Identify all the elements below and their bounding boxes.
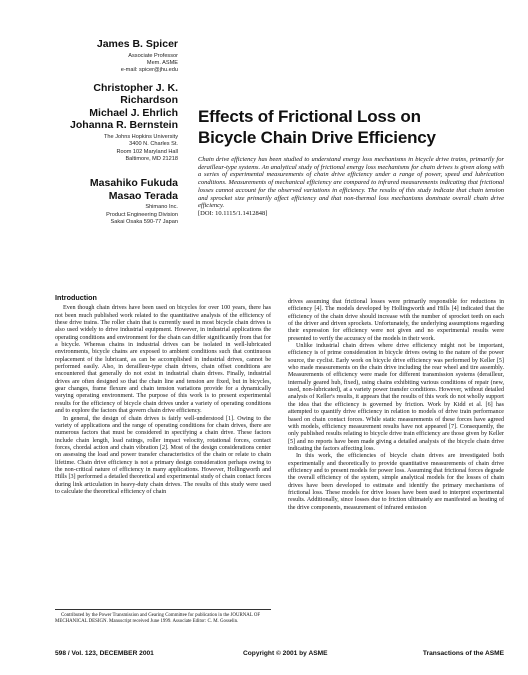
right-column — [288, 299, 504, 512]
author-name: Christopher J. K. — [93, 81, 178, 94]
paragraph: Unlike industrial chain drives where drive efficiency might not be important, efficiency is of prime consideration in bicycle drives owing to the nature of the power source, the cyclist. Early work on bicycle drive efficiency was performed by Keller [5] who made measurements on the chain drive including the rear wheel and tire assembly. Measurements of efficiency were made for different transmission systems (derailleur, internally geared hub, fixed), using chains exhibiting various conditions of repair (new, used, non-lubricated), at a variety power transfer conditions. However, without detailed analysis of Keller's results, it appears that the results of this work do not wholly support the idea that the efficiency is governed by friction. Work by Kidd et al. [6] has attempted to quantify drive efficiency in relation to models of drive train performance based on chain contact forces. While static measurements of these forces have agreed with models, efficiency measurement results have not appeared [7]. Consequently, the only published results relating to bicycle drive train efficiency are those given by Keller [5] and no reports have been made giving a detailed analysis of the bicycle chain drive indicating the factors affecting loss. — [288, 343, 504, 452]
author-affiliation: 3400 N. Charles St. — [129, 141, 178, 148]
paper-title — [198, 106, 498, 148]
author-affiliation: Product Engineering Division — [106, 211, 178, 218]
author-name: Johanna R. Bernstein — [70, 119, 178, 132]
author-group — [60, 82, 178, 164]
title-line-2: Bicycle Chain Drive Efficiency — [198, 128, 436, 147]
paragraph: Even though chain drives have been used on bicycles for over 100 years, there has not been much published work related to the quantitative analysis of the efficiency of these drive trains. The roller chain that is currently used in most bicycle chain drives is also used widely to drive industrial equipment. However, in industrial applications the operating conditions and environment for the chain can differ significantly from that for a bicycle. Whereas chains in industrial drives can be isolated in well-lubricated environments, bicycle chains are exposed to ambient conditions such that continuous replacement of the lubricant, as can be accomplished in industrial drives, cannot be performed easily. Also, in derailleur-type chain drives, chain offset conditions are encountered that generally do not exist in industrial chain drives. Finally, industrial drives are often designed so that the chain line and tension are fixed, but in bicycles, gear changes, frame flexure and chain tension variations provide for a dynamically varying operating environment. The purpose of this work is to present experimental results for the efficiency of bicycle chain drives under a variety of operating conditions and to explore the factors that govern chain drive efficiency. — [55, 305, 271, 415]
author-group — [60, 177, 178, 226]
section-heading-introduction: Introduction — [55, 293, 97, 302]
left-column — [55, 294, 271, 496]
doi: [DOI: 10.1115/1.1412848] — [198, 209, 268, 217]
paragraph: In this work, the efficiencies of bicycle chain drives are investigated both experimentally and theoretically to provide quantitative measurements of chain drive efficiency and to present models for power loss. Assuming that frictional forces degrade the overall efficiency of the system, simple analytical models for the losses of chain drives have been developed to estimate and identify the primary mechanisms of frictional loss. These models for drive losses have been used to interpret experimental results. Additionally, since losses due to friction ultimately are manifested as heating of the drive components, measurement of infrared emission — [288, 453, 504, 511]
author-affiliation: Associate Professor — [128, 52, 178, 59]
author-affiliation: Sakai Osaka 590-77 Japan — [110, 219, 178, 226]
author-name: Michael J. Ehrlich — [89, 106, 178, 119]
footer-copyright: Copyright © 2001 by ASME — [243, 650, 328, 657]
paragraph: In general, the design of chain drives is fairly well-understood [1]. Owing to the variety of applications and the range of operating conditions for chain drives, there are numerous factors that must be considered in specifying a chain drive. These factors include chain length, load ratings, roller impact velocity, rotational forces, contact forces, chordal action and chain vibration [2]. Most of the design considerations center on assessing the load and power transfer characteristics of the chain or relate to chain lifetime. Chain drive efficiency is not a primary design consideration perhaps owing to the non-critical nature of efficiency in many applications. However, Hollingworth and Hills [3] performed a detailed theoretical and experimental study of chain contact forces during link articulation in heavy-duty chain drives. The results of this study were used to calculate the theoretical efficiency of chain — [55, 415, 271, 495]
author-block — [60, 38, 178, 232]
author-affiliation: The Johns Hopkins University — [104, 133, 178, 140]
author-name: James B. Spicer — [96, 38, 178, 50]
author-affiliation: Baltimore, MD 21218 — [125, 155, 178, 162]
paragraph: drives assuming that frictional losses were primarily responsible for reductions in efficiency [4]. The models developed by Hollingworth and Hills [4] indicated that the efficiency of the chain drive should increase with the number of sprocket teeth on each of the driver and driven sprockets. Unfortunately, the underlying assumptions regarding their expression for efficiency were not given and no experimental results were presented to verify the accuracy of the models in their work. — [288, 299, 504, 342]
footer-page-info: 598 / Vol. 123, DECEMBER 2001 — [55, 650, 154, 657]
author-affiliation: e-mail: spicer@jhu.edu — [120, 67, 178, 74]
abstract — [198, 156, 504, 218]
author-name: Masao Terada — [108, 189, 178, 202]
author-affiliation: Room 102 Maryland Hall — [116, 148, 178, 155]
author-name: Masahiko Fukuda — [89, 177, 178, 190]
author-affiliation: Shimano Inc. — [145, 204, 178, 211]
abstract-text: Chain drive efficiency has been studied to understand energy loss mechanisms in bicycle drive trains, primarily for derailleur-type systems. An analytical study of frictional energy loss mechanisms for chain drives is given along with a series of experimental measurements of chain drive efficiency under a range of power, speed and lubrication conditions. Measurements of mechanical efficiency are compared to infrared measurements indicating that frictional losses cannot account for the observed variations in efficiency. The results of this study indicate that chain tension and sprocket size primarily affect efficiency and that non-thermal loss mechanisms dominate overall chain drive efficiency. — [198, 156, 504, 210]
author-name: Richardson — [120, 94, 178, 107]
author-affiliation: Mem. ASME — [146, 59, 178, 66]
footer-journal: Transactions of the ASME — [422, 650, 504, 657]
author-group — [60, 38, 178, 75]
footnote-text: Contributed by the Power Transmission and Gearing Committee for publication in the JOURNAL OF MECHANICAL DESIGN. Manuscript received June 1999. Associate Editor: C. M. Gosselin. — [55, 613, 261, 624]
footnote — [55, 609, 271, 625]
title-line-1: Effects of Frictional Loss on — [198, 107, 421, 126]
